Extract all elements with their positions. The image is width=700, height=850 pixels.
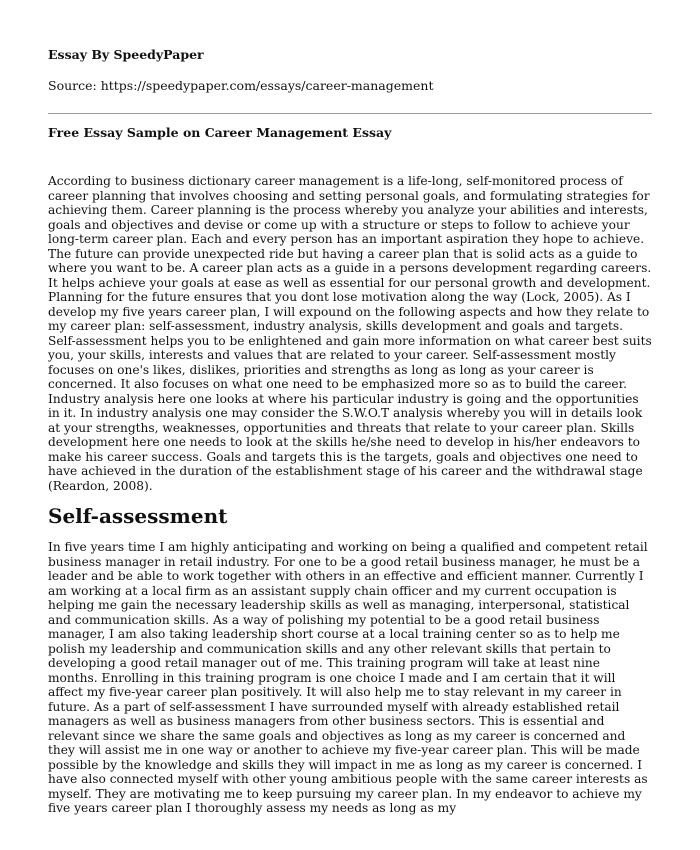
- source-line: Source: https://speedypaper.com/essays/career-management: [48, 78, 434, 93]
- essay-title: Free Essay Sample on Career Management Essay: [48, 125, 392, 140]
- header-divider: [48, 113, 652, 114]
- section-heading: Self-assessment: [48, 504, 228, 528]
- brand-line: Essay By SpeedyPaper: [48, 47, 204, 62]
- section-paragraph: In five years time I am highly anticipating and working on being a qualified and competent retail business manager in retail industry. For one to be a good retail business manager, he must be a leader and be able to work together with others in an effective and efficient manner. Currently I am working at a local firm as an assistant supply chain officer and my current occupation is helping me gain the necessary leadership skills as well as managing, interpersonal, statistical and communication skills. As a way of polishing my potential to be a good retail business manager, I am also taking leadership short course at a local training center so as to help me polish my leadership and communication skills and any other relevant skills that pertain to developing a good retail manager out of me. This training program will take at least nine months. Enrolling in this training program is one choice I made and I am certain that it will affect my five-year career plan positively. It will also help me to stay relevant in my career in future. As a part of self-assessment I have surrounded myself with already established retail managers as well as business managers from other business sectors. This is essential and relevant since we share the same goals and objectives as long as my career is concerned and they will assist me in one way or another to achieve my five-year career plan. This will be made possible by the knowledge and skills they will impact in me as long as my career is concerned. I have also connected myself with other young ambitious people with the same career interests as myself. They are motivating me to keep pursuing my career plan. In my endeavor to achieve my five years career plan I thoroughly assess my needs as long as my: [48, 540, 648, 815]
- intro-paragraph: According to business dictionary career management is a life-long, self-monitored process of career planning that involves choosing and setting personal goals, and formulating strategies for achieving them. Career planning is the process whereby you analyze your abilities and interests, goals and objectives and devise or come up with a structure or steps to follow to achieve your long-term career plan. Each and every person has an important aspiration they hope to achieve. The future can provide unexpected ride but having a career plan that is solid acts as a guide to where you want to be. A career plan acts as a guide in a persons development regarding careers. It helps achieve your goals at ease as well as essential for our personal growth and development. Planning for the future ensures that you dont lose motivation along the way (Lock, 2005). As I develop my five years career plan, I will expound on the following aspects and how they relate to my career plan: self-assessment, industry analysis, skills development and goals and targets. Self-assessment helps you to be enlightened and gain more information on what career best suits you, your skills, interests and values that are related to your career. Self-assessment mostly focuses on one's likes, dislikes, priorities and strengths as long as long as your career is concerned. It also focuses on what one need to be emphasized more so as to build the career. Industry analysis here one looks at where his particular industry is going and the opportunities in it. In industry analysis one may consider the S.W.O.T analysis whereby you will in details look at your strengths, weaknesses, opportunities and threats that relate to your career plan. Skills development here one needs to look at the skills he/she need to develop in his/her endeavors to make his career success. Goals and targets this is the targets, goals and objectives one need to have achieved in the duration of the establishment stage of his career and the withdrawal stage (Reardon, 2008).: [48, 174, 652, 493]
